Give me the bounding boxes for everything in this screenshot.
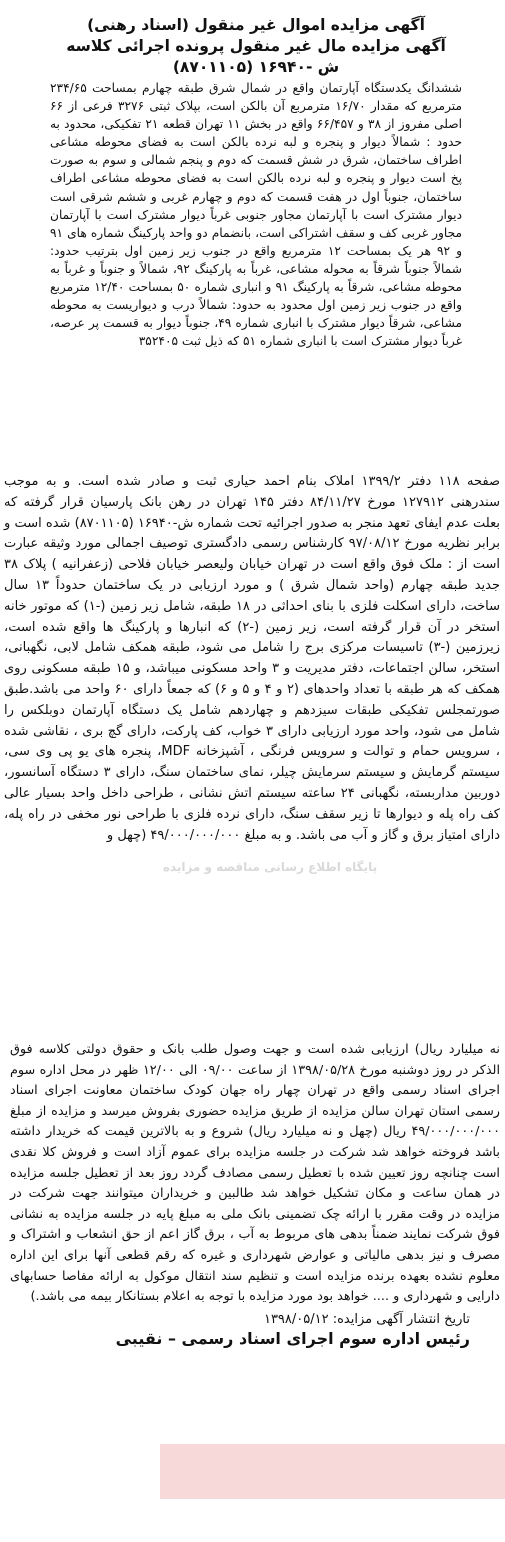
property-description-paragraph: ششدانگ یکدستگاه آپارتمان واقع در شمال شرق طبقه چهارم بمساحت ۲۳۴/۶۵ مترمربع که مقدار ۱۶/۷۰ مترمربع آن بالکن است، بپلاک ثبتی ۳۲۷۶ فرعی از ۶۶ اصلی مفروز از ۳۸ و ۶۶/۴۵۷ واقع در بخش ۱۱ تهران قطعه ۲۱ تفکیکی، محدود به حدود : شمالاً دیوار و پنجره و لبه نرده بالکن است به فضای محوطه مشاعی اطراف ساختمان، شرق در شش قسمت که دوم و پنجم شمالی و سوم به صورت پخ است دیوار و پنجره و لبه نرده بالکن است به فضای محوطه مشاعی اطراف ساختمان، جنوباً اول در هفت قسمت که دوم و چهارم غربی و ششم شرقی است دیوار مشترک است با آپارتمان مجاور جنوبی غرباً دیوار مشترک است با آپارتمان مجاور غربی کف و سقف اشتراکی است، بانضمام دو واحد پارکینگ شماره های ۹۱ و ۹۲ هر یک بمساحت ۱۲ مترمربع واقع در جنوب زیر زمین اول بترتیب حدود: شمالاً جنوباً شرقاً به محوله مشاعی، غرباً به پارکینگ ۹۲، شمالاً و جنوباً و غرباً به محوطه مشاعی، شرقاً به پارکینگ ۹۱ و انباری شماره ۵۰ بمساحت ۱۲/۴۰ مترمربع واقع در جنوب زیر زمین اول محدود به حدود: شمالاً درب و دیواریست به محوطه مشاعی، شرقاً دیوار مشترک با انباری شماره ۴۹، جنوباً دیوار به قسمت پر عرصه، غرباً دیوار مشترک است با انباری شماره ۵۱ که ذیل ثبت ۳۵۲۴۰۵ (50, 81, 463, 349)
notice-title-line2: آگهی مزایده مال غیر منقول پرونده اجرائی کلاسه (66, 37, 446, 55)
auction-terms-paragraph: نه میلیارد ریال) ارزیابی شده است و جهت وصول طلب بانک و حقوق دولتی کلاسه فوق الذکر در روز دوشنبه مورخ ۱۳۹۸/۰۵/۲۸ از ساعت ۰۹/۰۰ الی ۱۲/۰۰ ظهر در محل اداره سوم اجرای اسناد رسمی واقع در تهران چهار راه جهان کودک ساختمان معاونت اجرای اسناد رسمی استان تهران سالن مزایده از طریق مزایده حضوری بفروش میرسد و مزایده از مبلغ ۴۹/۰۰۰/۰۰۰/۰۰۰ ریال (چهل و نه میلیارد ریال) شروع و به بالاترین قیمت که خریدار داشته باشد فروخته خواهد شد شرکت در جلسه مزایده برای عموم آزاد است و فروش کلا نقدی است چنانچه روز تعیین شده با تعطیل رسمی مصادف گردد روز بعد از تعطیل جلسه مزایده در همان ساعت و مکان تشکیل خواهد شد طالبین و خریداران میتوانند جهت شرکت در مزایده در وقت مقرر با ارائه چک تضمینی بانک ملی به مبلغ پایه در جلسه مزایده به نشانی فوق شرکت نمایند ضمناً بدهی های مربوط به آب ، برق گاز اعم از حق انشعاب و اشتراک و مصرف و نیز بدهی مالیاتی و عوارض شهرداری و غیره که رقم قطعی آنها برای این اداره معلوم نشده بعهده برنده مزایده است و تنظیم سند انتقال موکول به ارائه مفاصا حسابهای دارایی و شهرداری و .... خواهد بود مورد مزایده با توجه به اعلام بستانکار بیمه می باشد.) (10, 1042, 501, 1305)
notice-body-block (4, 472, 500, 1032)
auction-terms-block (10, 1040, 500, 1530)
signature: رئیس اداره سوم اجرای اسناد رسمی – نقیبی (115, 1328, 470, 1348)
notice-title-line1: آگهی مزایده اموال غیر منقول (اسناد رهنی) (87, 16, 425, 34)
notice-header-block (50, 14, 462, 462)
notice-title-line3: ش -۱۶۹۴۰ (۸۷۰۱۱۰۵) (172, 58, 340, 76)
mortgage-and-appraisal-paragraph: صفحه ۱۱۸ دفتر ۱۳۹۹/۲ املاک بنام احمد حیاری ثبت و صادر شده است. و به موجب سندرهنی ۱۲۷۹۱۲ مورخ ۸۴/۱۱/۲۷ دفتر ۱۴۵ تهران در رهن بانک پارسیان قرار گرفته که بعلت عدم ایفای تعهد منجر به صدور اجرائیه تحت شماره ش-۱۶۹۴۰ (۸۷۰۱۱۰۵) شده است و برابر نظریه مورخ ۹۷/۰۸/۱۲ کارشناس رسمی دادگستری توصیف اجمالی مورد وثیقه عبارت است از : ملک فوق واقع است در تهران خیابان ولیعصر خیابان فلاحی (زعفرانیه ) پلاک ۳۸ جدید طبقه چهارم (واحد شمال شرق ) و مورد ارزیابی در یک ساختمان حدوداً ۱۳ سال ساخت، دارای اسکلت فلزی با بنای احداثی در ۱۸ طبقه، شامل زیر زمین (-۱) که موتور خانه استخر در آن قرار گرفته است، زیر زمین (-۲) که انبارها و پارکینگ ها واقع شده است، زیرزمین (-۳) تاسیسات مرکزی برج را شامل می شود، طبقه همکف شامل لابی، نگهبانی، استخر، سالن اجتماعات، دفتر مدیریت و ۳ واحد مسکونی میباشد، و ۱۵ طبقه مسکونی روی همکف که هر طبقه با تعداد واحدهای (۲ و ۴ و ۵ و ۶) که جمعاً دارای ۶۰ واحد می باشد.طبق صورتمجلس تفکیکی طبقات سیزدهم و چهاردهم شامل یک دستگاه آپارتمان دوبلکس را شامل می شود، واحد مورد ارزیابی دارای ۳ خواب، کف پارکت، دارای گچ بری ، نقاشی شده ، سرویس حمام و توالت و سرویس فرنگی ، آشپزخانه MDF، پنجره های یو پی وی سی، سیستم گرمایش و سیستم سرمایش چیلر، نمای ساختمان سنگ، دارای ۳ دستگاه آسانسور، دوربین مداربسته، نگهبانی ۲۴ ساعته سیستم اتش نشانی ، طراحی داخل واحد بسیار عالی کف راه پله و دیوارها تا زیر سقف سنگ، دارای نرده فلزی با طراحی نور مخفی در راه پله، دارای امتیاز برق و گاز و آب می باشد. و به مبلغ ۴۹/۰۰۰/۰۰۰/۰۰۰ (چهل و (4, 474, 501, 843)
watermark: پایگاه اطلاع رسانی مناقصه و مزایده (162, 860, 378, 874)
publication-date: تاریخ انتشار آگهی مزایده: ۱۳۹۸/۰۵/۱۲ (263, 1311, 470, 1327)
